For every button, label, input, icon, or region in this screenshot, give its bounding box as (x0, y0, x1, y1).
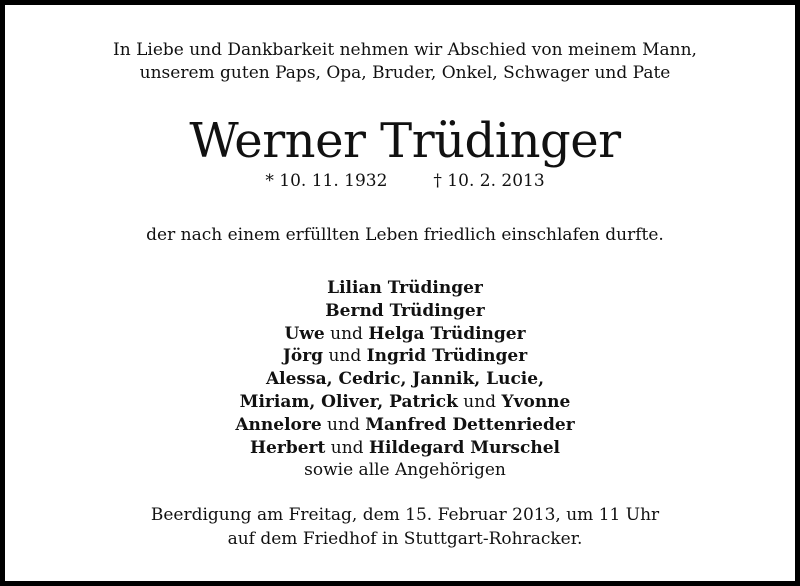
funeral-line-2: auf dem Friedhof in Stuttgart-Rohracker. (227, 529, 583, 549)
deceased-name: Werner Trüdinger (189, 113, 621, 169)
mourner-line: Alessa, Cedric, Jannik, Lucie, (265, 369, 544, 390)
intro-line-1: In Liebe und Dankbarkeit nehmen wir Abschied von meinem Mann, (113, 40, 697, 60)
mourner-line: Jörg und Ingrid Trüdinger (282, 346, 528, 367)
birth-date: * 10. 11. 1932 (265, 171, 388, 191)
mourner-line: Uwe und Helga Trüdinger (284, 323, 526, 344)
intro-text (10, 39, 800, 85)
mourners-list (10, 277, 800, 482)
mourner-line: Miriam, Oliver, Patrick und Yvonne (239, 391, 571, 412)
mourner-line: Lilian Trüdinger (327, 278, 483, 298)
mourner-line: sowie alle Angehörigen (304, 460, 506, 481)
life-dates (10, 169, 800, 193)
funeral-line-1: Beerdigung am Freitag, dem 15. Februar 2013, um 11 Uhr (150, 505, 660, 525)
intro-line-2: unserem guten Paps, Opa, Bruder, Onkel, Schwager und Pate (139, 63, 671, 83)
death-date: † 10. 2. 2013 (433, 171, 545, 191)
mourner-line: Bernd Trüdinger (325, 300, 485, 321)
mourner-line: Annelore und Manfred Dettenrieder (235, 414, 575, 435)
mourner-line: Herbert und Hildegard Murschel (250, 437, 560, 458)
funeral-details (10, 503, 800, 551)
peaceful-statement: der nach einem erfüllten Leben friedlich einschlafen durfte. (146, 225, 664, 245)
